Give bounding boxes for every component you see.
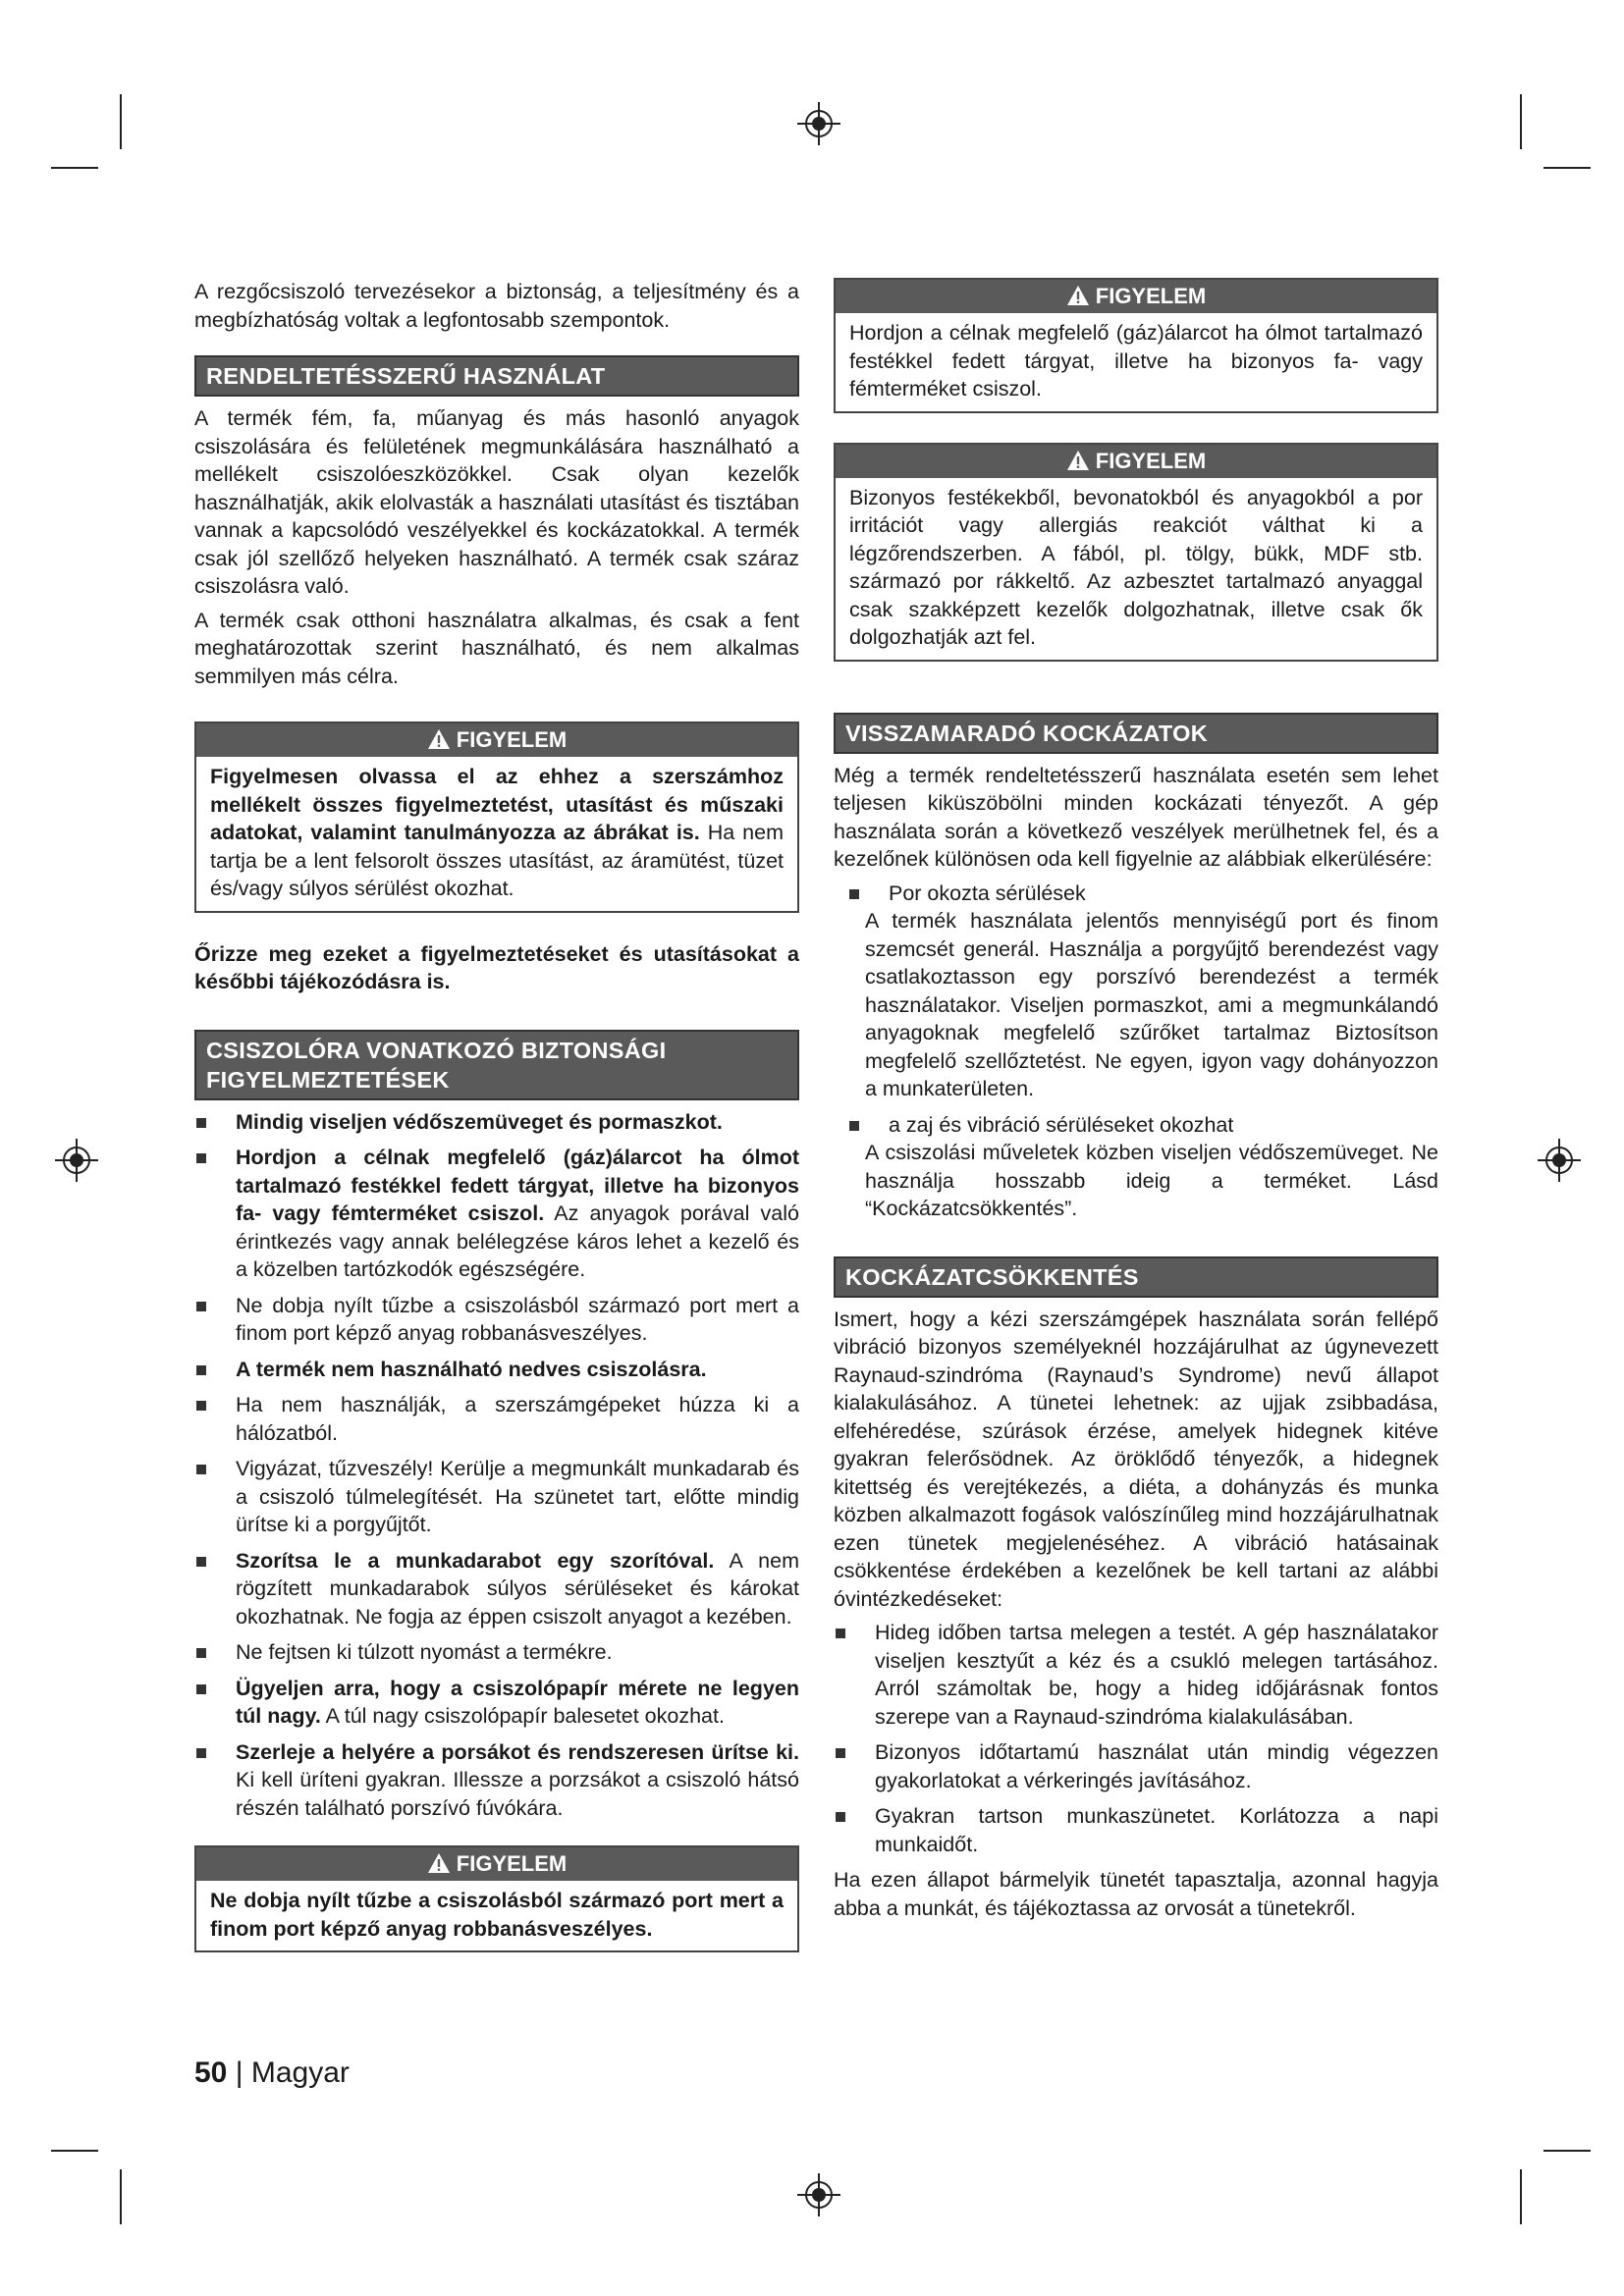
list-item [194, 1108, 799, 1137]
warning-header [196, 1847, 797, 1881]
list-item [194, 1292, 799, 1348]
warning-triangle-icon [427, 1852, 451, 1874]
crop-mark [51, 2150, 98, 2152]
warning-text: Az azbesztet tartalmazó anyaggal csak szakképzett kezelők dolgozhatnak, illetve csak ők dolgozhatják azt fel. [849, 569, 1424, 649]
list-item [834, 1802, 1438, 1858]
warning-triangle-icon [1066, 285, 1090, 306]
residual-risks-list [847, 880, 1438, 1223]
list-item [194, 1675, 799, 1731]
crop-mark [120, 2169, 122, 2224]
registration-mark-icon [1538, 1139, 1581, 1182]
crop-mark [51, 167, 98, 169]
bullet-icon [196, 1118, 206, 1128]
item-bold: Ügyeljen arra, hogy a csiszolópapír mérete ne legyen túl nagy. [236, 1676, 799, 1728]
sander-safety-heading: CSISZOLÓRA VONATKOZÓ BIZTONSÁGI FIGYELMEZTETÉSEK [194, 1030, 799, 1100]
left-column [194, 278, 799, 1952]
list-item [194, 1356, 799, 1384]
warning-header [836, 445, 1436, 478]
item-text: Ne fejtsen ki túlzott nyomást a termékre. [236, 1640, 613, 1664]
footer-separator: | [227, 2056, 251, 2089]
residual-risks-heading: VISSZAMARADÓ KOCKÁZATOK [834, 713, 1438, 754]
warning-bold-text: Ne dobja nyílt tűzbe a csiszolásból származó port mert a finom port képző anyag robbanásveszélyes. [210, 1889, 784, 1941]
crop-mark [1543, 2150, 1591, 2152]
bullet-icon [196, 1748, 206, 1758]
bullet-icon [196, 1684, 206, 1694]
bullet-icon [196, 1557, 206, 1567]
item-bold: Hordjon a célnak megfelelő (gáz)álarcot ha ólmot tartalmazó festékkel fedett tárgyat, illetve ha bizonyos fa- vagy fémterméket csiszol. [236, 1146, 799, 1225]
list-item [834, 1738, 1438, 1794]
risk-title: a zaj és vibráció sérüléseket okozhat [889, 1112, 1234, 1137]
item-bold: Mindig viseljen védőszemüveget és pormaszkot. [236, 1109, 723, 1134]
bullet-icon [196, 1465, 206, 1474]
bullet-icon [849, 889, 859, 899]
risk-reduction-outro: Ha ezen állapot bármelyik tünetét tapasztalja, azonnal hagyja abba a munkát, és tájékoztassa az orvosát a tünetekről. [834, 1868, 1438, 1920]
item-text: Ki kell üríteni gyakran. Illessze a porzsákot a csiszoló hátsó részén található porszívó fúvókára. [236, 1768, 799, 1820]
risk-reduction-heading: KOCKÁZATCSÖKKENTÉS [834, 1256, 1438, 1298]
bullet-icon [836, 1812, 845, 1822]
list-item [194, 1455, 799, 1539]
warning-box [834, 443, 1438, 662]
risk-text: A csiszolási műveletek közben viseljen védőszemüveget. Ne használja hosszabb ideig a terméket. Lásd “Kockázatcsökkentés”. [865, 1141, 1438, 1220]
warning-box [834, 278, 1438, 413]
bullet-icon [196, 1401, 206, 1411]
list-item [194, 1547, 799, 1631]
keep-note-text: Őrizze meg ezeket a figyelmeztetéseket és utasításokat a későbbi tájékozódásra is. [194, 941, 799, 993]
item-text: A nem rögzített munkadarabok súlyos sérüléseket és károkat okozhatnak. Ne fogja az éppen csiszolt anyagot a kezében. [236, 1548, 799, 1629]
sander-safety-list [194, 1108, 799, 1823]
warning-box [194, 1845, 799, 1952]
registration-mark-icon [55, 1139, 98, 1182]
list-item [834, 1619, 1438, 1731]
item-bold: Szerleje a helyére a porsákot és rendszeresen ürítse ki. [236, 1739, 799, 1764]
item-text: Hideg időben tartsa melegen a testét. A gép használatakor viseljen kesztyűt a kéz és a csukló melegen tartásához. Arról számoltak be, hogy a hideg időjárásnak fontos szerepe van a Raynaud-szindróma kialakulásában. [875, 1621, 1438, 1729]
warning-body [196, 1881, 797, 1950]
risk-reduction-intro: Ismert, hogy a kézi szerszámgépek használata során fellépő vibráció bizonyos személyeknél hozzájárulhat az úgynevezett Raynaud-szindróma (Raynaud’s Syndrome) nevű állapot kialakulásához. A tünetei lehetnek: az ujjak zsibbadása, elfehéredése, szúrások érzése, amelyek hidegnek kitéve gyakran felerősödnek. Az öröklődő tényezők, a hidegnek kitettség és verejtékezés, a diéta, a dohányzás és munka közben alkalmazott fogások valószínűleg mind hozzájárulhatnak ezen tünetek megjelenéséhez. A vibráció hatásainak csökkentése érdekében a kezelőnek be kell tartani az alábbi óvintézkedéseket: [834, 1307, 1438, 1611]
item-text: A túl nagy csiszolópapír balesetet okozhat. [320, 1704, 725, 1728]
list-item [847, 880, 1438, 1103]
intended-use-text: A termék fém, fa, műanyag és más hasonló anyagok csiszolására és felületének megmunkálására használható a mellékelt csiszolóeszközökkel. [194, 406, 799, 486]
risk-reduction-list [834, 1619, 1438, 1858]
keep-instructions-note [194, 940, 799, 996]
item-text: Vigyázat, tűzveszély! Kerülje a megmunkált munkadarab és a csiszoló túlmelegítését. Ha szünetet tart, előtte mindig ürítse ki a porgyűjtőt. [236, 1457, 799, 1536]
crop-mark [1543, 167, 1591, 169]
warning-title: FIGYELEM [456, 1851, 568, 1876]
item-bold: A termék nem használható nedves csiszolásra. [236, 1357, 707, 1381]
warning-bold-text: Figyelmesen olvassa el az ehhez a szerszámhoz mellékelt összes figyelmeztetést, utasítást és műszaki adatokat, valamint tanulmányozza az ábrákat is. [210, 765, 784, 844]
item-text: Ne dobja nyílt tűzbe a csiszolásból származó port mert a finom port képző anyag robbanásveszélyes. [236, 1293, 799, 1345]
registration-mark-icon [797, 2173, 840, 2216]
bullet-icon [836, 1629, 845, 1638]
warning-body: Hordjon a célnak megfelelő (gáz)álarcot ha ólmot tartalmazó festékkel fedett tárgyat, illetve ha bizonyos fa- vagy fémterméket csiszol. [849, 321, 1423, 400]
right-column [834, 278, 1438, 1928]
warning-body [196, 757, 797, 911]
warning-header [196, 723, 797, 757]
crop-mark [1520, 94, 1522, 149]
bullet-icon [196, 1648, 206, 1658]
warning-box [194, 721, 799, 913]
bullet-icon [196, 1302, 206, 1311]
list-item [194, 1144, 799, 1284]
warning-title: FIGYELEM [456, 727, 568, 752]
residual-intro: Még a termék rendeltetésszerű használata esetén sem lehet teljesen kiküszöbölni minden kockázati tényezőt. A gép használata során a következő veszélyek merülhetnek fel, és a kezelőnek különösen oda kell figyelnie az alábbiak elkerülésére: [834, 763, 1438, 871]
page-number: 50 [194, 2056, 228, 2089]
warning-header [836, 280, 1436, 313]
list-item [194, 1638, 799, 1667]
list-item [194, 1391, 799, 1447]
warning-text: Bizonyos festékekből, bevonatokból és anyagokból a por irritációt vagy allergiás reakciót válthat ki a légzőrendszerben. A fából, pl. tölgy, bükk, MDF stb. származó por rákkeltő. [849, 485, 1423, 593]
intended-use-heading: RENDELTETÉSSZERŰ HASZNÁLAT [194, 355, 799, 397]
list-item [847, 1111, 1438, 1223]
risk-title: Por okozta sérülések [889, 881, 1086, 905]
bullet-icon [196, 1153, 206, 1163]
bullet-icon [836, 1748, 845, 1758]
intended-use-text: Csak olyan kezelők használhatják, akik elolvasták a használati utasítást és tisztában vannak a kapcsolódó veszélyekkel és kockázatokkal. A termék csak jól szellőző helyeken használható. A termék csak száraz csiszolásra való. [194, 462, 800, 598]
footer-language: Magyar [250, 2056, 350, 2089]
warning-triangle-icon [427, 728, 451, 750]
crop-mark [1520, 2169, 1522, 2224]
page-footer [194, 2056, 350, 2091]
registration-mark-icon [797, 102, 840, 145]
warning-title: FIGYELEM [1095, 284, 1207, 308]
intended-use-paragraph [194, 404, 799, 601]
list-item [194, 1738, 799, 1823]
bullet-icon [849, 1121, 859, 1131]
intended-use-paragraph-2: A termék csak otthoni használatra alkalmas, és csak a fent meghatározottak szerint használható, és nem alkalmas semmilyen más célra. [194, 608, 799, 688]
warning-title: FIGYELEM [1095, 448, 1207, 473]
item-bold: Szorítsa le a munkadarabot egy szorítóval. [236, 1548, 715, 1573]
risk-text: A termék használata jelentős mennyiségű port és finom szemcsét generál. Használja a porgyűjtő berendezést vagy csatlakoztasson egy porszívó berendezést a termék használatakor. Viseljen pormaszkot, ami a megmunkálandó anyagoknak megfelelő szűrőket tartalmaz Biztosítson megfelelő szellőztetést. Ne egyen, igyon vagy dohányozzon a munkaterületen. [865, 909, 1438, 1100]
warning-body [836, 478, 1436, 660]
item-text: Bizonyos időtartamú használat után mindig végezzen gyakorlatokat a vérkeringés javításához. [875, 1740, 1438, 1792]
item-text: Az anyagok porával való érintkezés vagy annak belélegzése káros lehet a kezelő és a közelben tartózkodók egészségére. [236, 1201, 799, 1281]
warning-triangle-icon [1066, 450, 1090, 471]
crop-mark [120, 94, 122, 149]
intro-paragraph: A rezgőcsiszoló tervezésekor a biztonság, a teljesítmény és a megbízhatóság voltak a legfontosabb szempontok. [194, 280, 799, 332]
warning-text: Ha nem tartja be a lent felsorolt összes utasítást, az áramütést, tüzet és/vagy súlyos sérülést okozhat. [210, 821, 784, 900]
bullet-icon [196, 1365, 206, 1375]
item-text: Gyakran tartson munkaszünetet. Korlátozza a napi munkaidőt. [875, 1804, 1438, 1856]
item-text: Ha nem használják, a szerszámgépeket húzza ki a hálózatból. [236, 1393, 799, 1445]
